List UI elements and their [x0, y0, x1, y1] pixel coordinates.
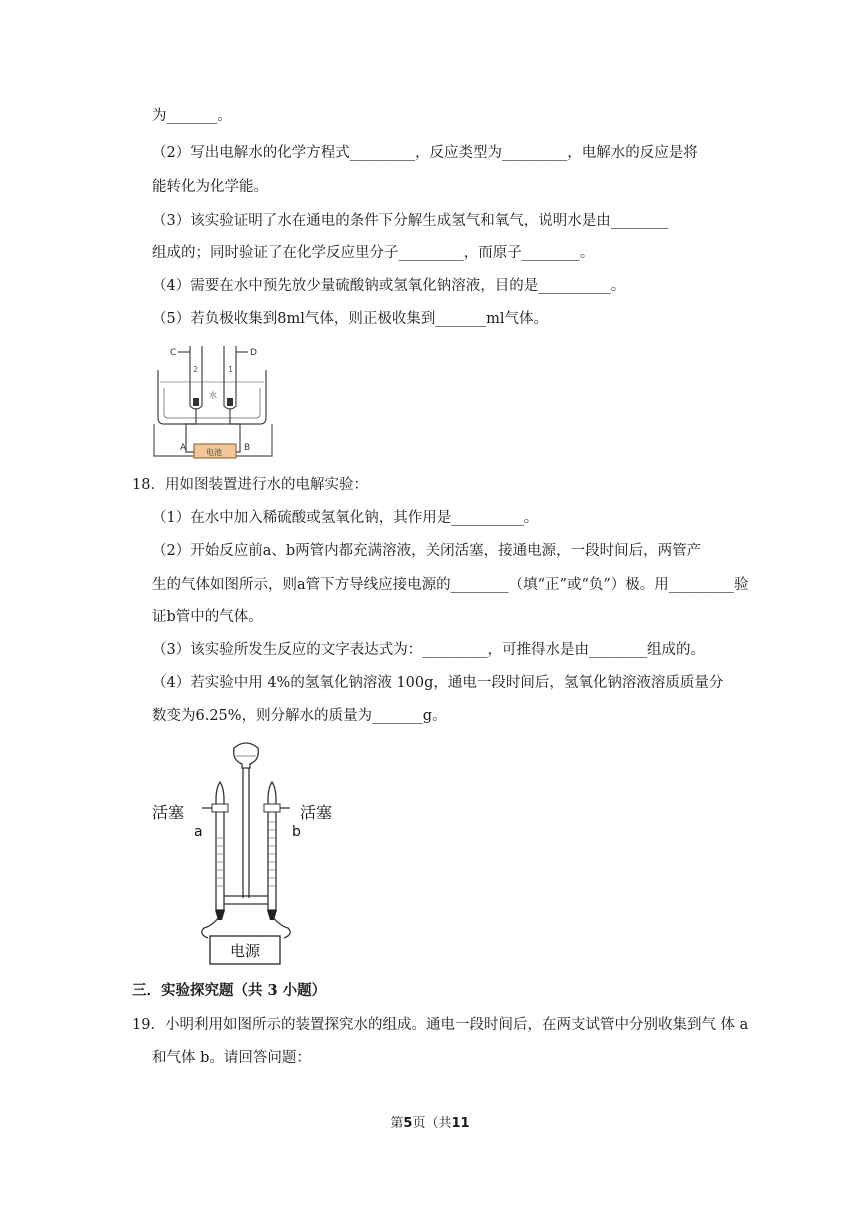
funnel [234, 743, 259, 768]
battery-label: 电池 [206, 448, 222, 457]
question-18: 18．用如图装置进行水的电解实验： [132, 477, 368, 493]
text-line: （3）该实验证明了水在通电的条件下分解生成氢气和氧气，说明水是由________ [152, 213, 669, 229]
tube-a-label: a [194, 824, 203, 840]
footer-prefix: 第 [390, 1116, 404, 1131]
electrolysis-figure-1 [150, 340, 280, 462]
stopcock-right [264, 804, 280, 812]
question-19: 19．小明利用如图所示的装置探究水的组成。通电一段时间后，在两支试管中分别收集到气 体 a [132, 1017, 749, 1033]
footer-page: 5 [403, 1116, 413, 1131]
label-b: B [244, 443, 251, 453]
label-d: D [250, 348, 257, 358]
text-line: 证b管中的气体。 [152, 609, 263, 625]
text-line: 生的气体如图所示，则a管下方导线应接电源的________（填“正”或“负”）极。用_________验 [152, 577, 749, 593]
bottom-connector [224, 896, 268, 904]
stopcock-right-label: 活塞 [300, 803, 333, 822]
text-line: （3）该实验所发生反应的文字表达式为：_________，可推得水是由________组成的。 [152, 642, 705, 658]
label-a: A [180, 443, 187, 453]
label-1: 1 [228, 365, 234, 374]
label-c: C [170, 348, 177, 358]
wire-right [272, 916, 290, 938]
text-line: （1）在水中加入稀硫酸或氢氧化钠，其作用是__________。 [152, 510, 539, 526]
text-line: 组成的；同时验证了在化学反应里分子_________，而原子________。 [152, 245, 595, 261]
electrode-right [267, 910, 277, 920]
stopcock-left-label: 活塞 [152, 803, 185, 822]
text-line: （5）若负极收集到8ml气体，则正极收集到_______ml气体。 [152, 311, 548, 327]
right-electrode [227, 398, 233, 406]
power-label: 电源 [230, 942, 261, 960]
text-line: （2）写出电解水的化学方程式_________，反应类型为_________，电解水的反应是将 [152, 145, 698, 161]
tube-b-label: b [292, 824, 301, 840]
water-label: 水 [209, 391, 217, 400]
text-line: 和气体 b。请回答问题： [152, 1050, 311, 1066]
text-line: 能转化为化学能。 [152, 179, 268, 195]
label-2: 2 [193, 365, 199, 374]
text-line: （4）需要在水中预先放少量硫酸钠或氢氧化钠溶液，目的是__________。 [152, 278, 626, 294]
page-footer [0, 1112, 860, 1131]
stopcock-left [212, 804, 228, 812]
electrolysis-figure-2 [142, 738, 352, 970]
section-heading: 三．实验探究题（共 3 小题） [132, 982, 327, 999]
left-electrode [193, 398, 199, 406]
electrode-left [215, 910, 225, 920]
text-line: （2）开始反应前a、b两管内都充满溶液，关闭活塞，接通电源，一段时间后，两管产 [152, 543, 702, 559]
text-line: （4）若实验中用 4%的氢氧化钠溶液 100g，通电一段时间后，氢氧化钠溶液溶质质量分 [152, 675, 724, 691]
footer-middle: 页（共 [412, 1116, 452, 1131]
text-line: 数变为6.25%，则分解水的质量为_______g。 [152, 708, 447, 724]
text-line: 为_______。 [152, 108, 232, 124]
footer-total: 11 [451, 1116, 470, 1131]
wire-left [202, 916, 220, 938]
